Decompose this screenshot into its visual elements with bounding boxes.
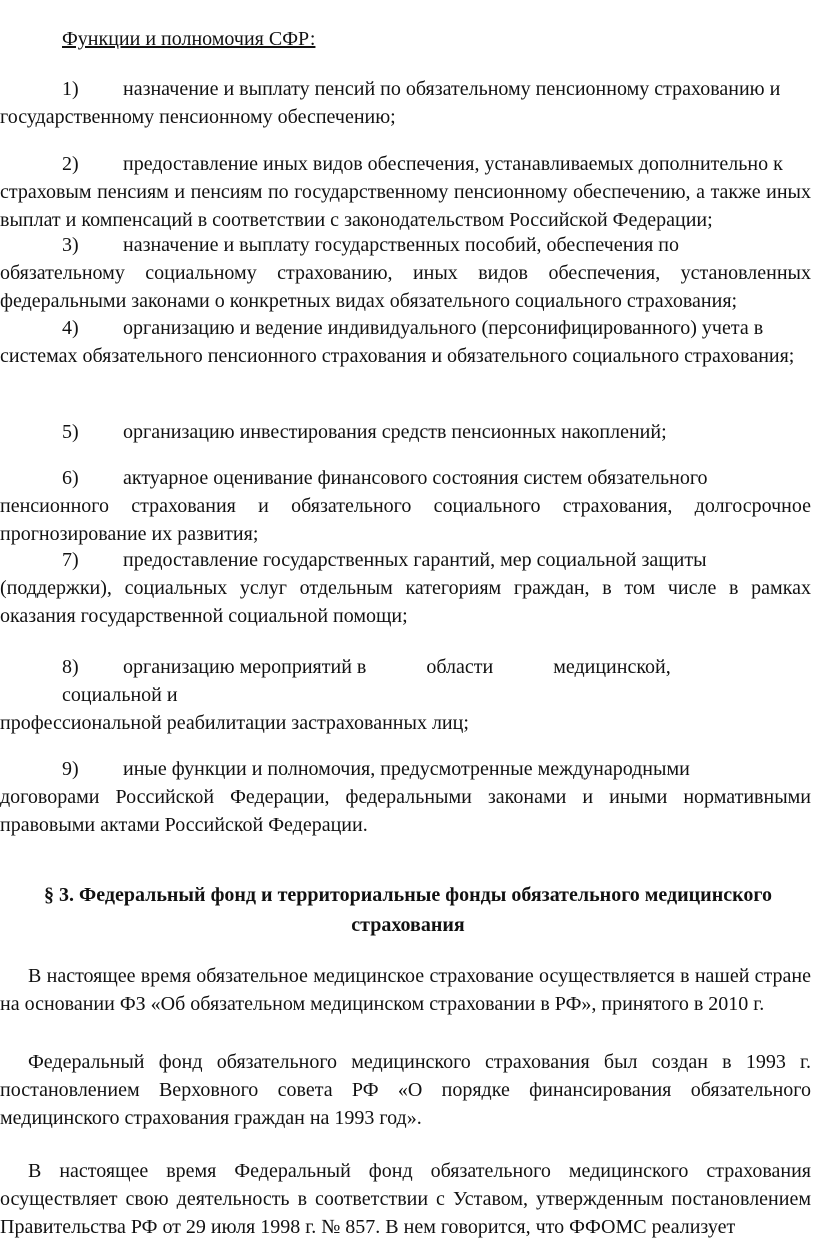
section-title: § 3. Федеральный фонд и территориальные фонды обязательного медицинского страхования	[44, 884, 772, 936]
paragraph: Федеральный фонд обязательного медицинского страхования был создан в 1993 г. постановлением Верховного совета РФ «О порядке финансирования обязательного медицинского страхования граждан на 1993 год».	[0, 1051, 811, 1129]
paragraph: В настоящее время обязательное медицинское страхование осуществляется в нашей стране на основании ФЗ «Об обязательном медицинском страховании в РФ», принятого в 2010 г.	[0, 965, 811, 1015]
item-first-line: назначение и выплату государственных пособий, обеспечения по	[123, 234, 680, 256]
item-continuation: обязательному социальному страхованию, иных видов обеспечения, установленных федеральными законами о конкретных видах обязательного социального страхования;	[0, 262, 811, 312]
item-continuation: государственному пенсионному обеспечению;	[0, 106, 396, 128]
item-continuation: договорами Российской Федерации, федеральными законами и иными нормативными правовыми актами Российской Федерации.	[0, 786, 811, 836]
list-item	[0, 755, 811, 839]
paragraph: В настоящее время Федеральный фонд обязательного медицинского страхования осуществляет свою деятельность в соответствии с Уставом, утвержденным постановлением Правительства РФ от 29 июля 1998 г. № 857. В нем говорится, что ФФОМС реализует	[0, 1160, 811, 1238]
list-item	[0, 314, 811, 370]
item-number: 7)	[62, 549, 79, 571]
item-number: 3)	[62, 234, 79, 256]
list-item	[0, 231, 811, 315]
item-first-line: предоставление иных видов обеспечения, устанавливаемых дополнительно к	[123, 153, 783, 175]
list-item	[0, 150, 811, 234]
list-item	[0, 464, 811, 548]
list-item	[0, 653, 811, 737]
item-first-line: организацию мероприятий в области медицинской,	[123, 656, 671, 678]
item-first-line: иные функции и полномочия, предусмотренные международными	[123, 758, 690, 780]
item-second-line: социальной и	[62, 684, 178, 706]
list-item	[0, 546, 811, 630]
item-first-line: актуарное оценивание финансового состояния систем обязательного	[123, 467, 708, 489]
item-first-line: организацию инвестирования средств пенсионных накоплений;	[123, 421, 667, 443]
item-number: 1)	[62, 78, 79, 100]
item-continuation: страховым пенсиям и пенсиям по государственному пенсионному обеспечению, а также иных выплат и компенсаций в соответствии с законодательством Российской Федерации;	[0, 181, 811, 231]
item-continuation: (поддержки), социальных услуг отдельным категориям граждан, в том числе в рамках оказания государственной социальной помощи;	[0, 577, 811, 627]
item-first-line: назначение и выплату пенсий по обязательному пенсионному страхованию и	[123, 78, 781, 100]
item-first-line: предоставление государственных гарантий, мер социальной защиты	[123, 549, 707, 571]
item-number: 4)	[62, 317, 79, 339]
item-number: 8)	[62, 656, 79, 678]
list-item	[0, 75, 811, 131]
item-number: 6)	[62, 467, 79, 489]
item-third-line: профессиональной реабилитации застрахованных лиц;	[0, 712, 469, 734]
item-first-line: организацию и ведение индивидуального (персонифицированного) учета в	[123, 317, 764, 339]
list-item	[0, 418, 811, 446]
item-continuation: системах обязательного пенсионного страхования и обязательного социального страхования;	[0, 345, 795, 367]
item-number: 9)	[62, 758, 79, 780]
page-heading: Функции и полномочия СФР:	[62, 28, 316, 50]
item-number: 2)	[62, 153, 79, 175]
item-number: 5)	[62, 421, 79, 443]
item-continuation: пенсионного страхования и обязательного социального страхования, долгосрочное прогнозирование их развития;	[0, 495, 811, 545]
